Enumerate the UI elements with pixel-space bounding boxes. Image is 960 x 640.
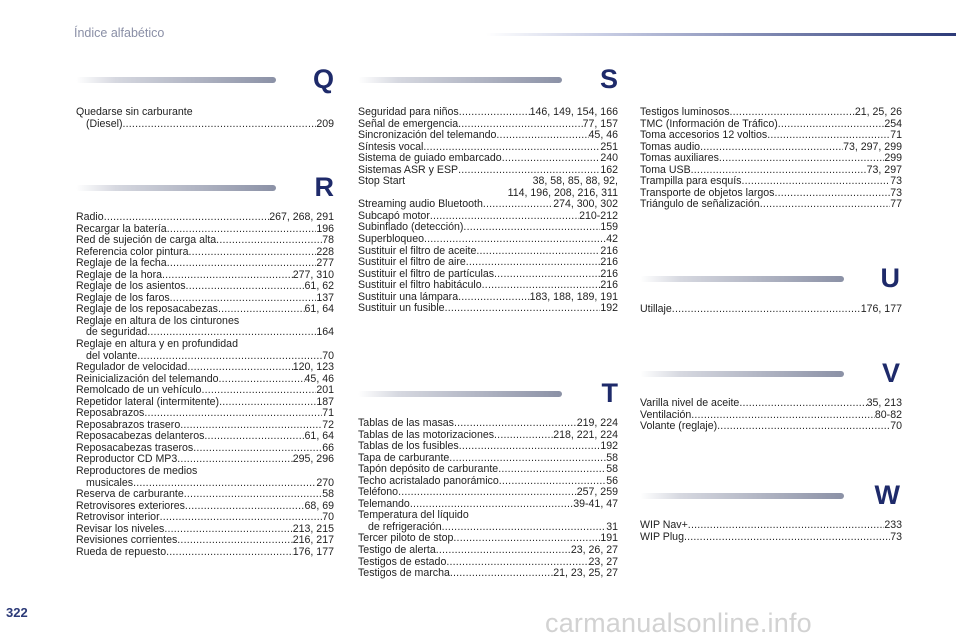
section-letter: T: [601, 378, 618, 408]
entry-pages: 58: [606, 463, 618, 476]
entry-title: Sustituir el filtro de aire: [358, 256, 466, 269]
entry-title: WIP Plug: [640, 530, 684, 543]
entry-title: Reserva de carburante: [76, 488, 184, 501]
entry-title: Stop Start: [358, 175, 406, 188]
entry-title: Tercer piloto de stop: [358, 532, 454, 545]
entry-title: Reglaje de los asientos: [76, 280, 186, 293]
entry-title: Reinicialización del telemando: [76, 372, 219, 385]
entry-pages: 137: [316, 291, 334, 304]
entry-pages: 196: [316, 222, 334, 235]
entry-pages: 120, 123: [292, 361, 334, 374]
leader-dots: [188, 247, 316, 259]
entry-title: Retrovisores exteriores: [76, 499, 185, 512]
entry-title: Tomas audio: [640, 140, 701, 153]
leader-dots: [774, 188, 890, 200]
entry-title: Reproductores de medios: [76, 465, 198, 478]
index-entry: [76, 466, 334, 478]
entry-pages: 58: [322, 488, 334, 501]
section-heading-q: [76, 64, 334, 104]
index-entry: [640, 107, 902, 119]
index-entry: [640, 398, 902, 410]
section-heading-w: [640, 480, 900, 520]
entries-t: [358, 418, 618, 580]
section-heading-s: [358, 64, 618, 104]
entry-pages: 201: [316, 384, 334, 397]
entry-pages: 114, 196, 208, 216, 311: [507, 186, 618, 199]
leader-dots: [187, 362, 292, 374]
entry-pages: 45, 46: [304, 372, 334, 385]
entry-title: Toma accesorios 12 voltios: [640, 129, 768, 142]
entry-pages: 183, 188, 189, 191: [529, 290, 618, 303]
leader-dots: [778, 119, 885, 131]
leader-dots: [436, 545, 571, 557]
section-rule: [358, 77, 562, 83]
section-heading-v: [640, 358, 900, 398]
entry-title: Reglaje en altura y en profundidad: [76, 338, 238, 351]
entry-title: Reproductor CD MP3: [76, 453, 178, 466]
leader-dots: [672, 304, 861, 316]
leader-dots: [767, 130, 890, 142]
section-rule: [640, 493, 844, 499]
entry-pages: 233: [884, 519, 902, 531]
entry-title: Red de sujeción de carga alta: [76, 234, 217, 247]
entry-pages: 71: [322, 407, 334, 420]
leader-dots: [219, 397, 316, 409]
entry-pages: 216: [600, 256, 618, 269]
leader-dots: [424, 234, 606, 246]
leader-dots: [445, 303, 601, 315]
entry-pages: 38, 58, 85, 88, 92,: [532, 175, 618, 188]
entry-pages: 61, 64: [304, 303, 334, 316]
entry-pages: 68, 69: [304, 499, 334, 512]
entry-title: Radio: [76, 211, 104, 223]
entry-pages: 146, 149, 154, 166: [529, 106, 618, 118]
leader-dots: [450, 568, 553, 580]
section-rule: [76, 185, 276, 191]
entry-title: de seguridad: [86, 326, 148, 339]
section-letter: U: [880, 263, 900, 293]
leader-dots: [458, 292, 530, 304]
index-entry: [358, 234, 618, 246]
entry-title: Reglaje de la hora: [76, 268, 162, 281]
leader-dots: [164, 524, 292, 536]
entry-title: Testigo de alerta: [358, 544, 436, 557]
section-letter: V: [881, 358, 900, 388]
header-rule: [486, 33, 956, 36]
entry-title: Sincronización del telemando: [358, 129, 497, 142]
index-entry: [76, 119, 334, 131]
section-letter: S: [599, 64, 618, 94]
index-entry: [76, 547, 334, 559]
entry-title: Regulador de velocidad: [76, 361, 188, 374]
leader-dots: [691, 410, 875, 422]
entry-title: Seguridad para niños: [358, 106, 459, 118]
entry-pages: 77, 157: [582, 117, 618, 130]
entry-title: Tapón depósito de carburante: [358, 463, 499, 476]
entry-pages: 299: [884, 152, 902, 165]
entries-u: [640, 304, 902, 316]
leader-dots: [496, 130, 588, 142]
entry-title: Ventilación: [640, 408, 692, 421]
entry-title: (Diesel): [86, 117, 123, 130]
entry-pages: 73, 297: [866, 163, 902, 176]
leader-dots: [719, 153, 884, 165]
entry-pages: 23, 26, 27: [570, 544, 618, 557]
section-heading-t: [358, 378, 618, 418]
entry-title: Streaming audio Bluetooth: [358, 198, 483, 211]
entry-title: Reposabrazos trasero: [76, 418, 181, 431]
entry-title: Tablas de las masas: [358, 417, 454, 429]
entry-pages: 274, 300, 302: [553, 198, 618, 211]
entry-title: TMC (Información de Tráfico): [640, 117, 778, 130]
index-entry: [358, 257, 618, 269]
entry-pages: 240: [600, 152, 618, 165]
entry-pages: 78: [322, 234, 334, 247]
entry-pages: 70: [890, 420, 902, 433]
entry-pages: 45, 46: [588, 129, 618, 142]
entry-title: Sustituir una lámpara: [358, 290, 459, 303]
index-entry: [358, 107, 618, 119]
entry-pages: 251: [600, 140, 618, 153]
index-entry: [76, 212, 334, 224]
index-entry: [358, 568, 618, 580]
entry-title: WIP Nav+: [640, 519, 688, 531]
entry-title: Sustituir un fusible: [358, 302, 445, 315]
entry-pages: 216, 217: [292, 534, 334, 547]
leader-dots: [398, 487, 577, 499]
entries-q: [76, 107, 334, 130]
entry-title: Sistemas ASR y ESP: [358, 163, 459, 176]
index-entry: [76, 489, 334, 501]
entry-pages: 219, 224: [576, 417, 618, 429]
index-entry: [76, 107, 334, 119]
leader-dots: [463, 222, 600, 234]
entry-pages: 72: [322, 418, 334, 431]
entry-title: Reglaje de la fecha: [76, 257, 167, 270]
entry-pages: 192: [600, 302, 618, 315]
index-entry: [640, 199, 902, 211]
entry-pages: 192: [600, 440, 618, 453]
entry-pages: 218, 221, 224: [553, 428, 618, 441]
entry-pages: 213, 215: [292, 522, 334, 535]
entry-pages: 209: [316, 117, 334, 130]
entry-pages: 73: [890, 175, 902, 188]
entry-pages: 70: [322, 511, 334, 524]
leader-dots: [730, 107, 855, 119]
entry-title: Reglaje de los faros: [76, 291, 170, 304]
index-entry: [76, 258, 334, 270]
entries-v: [640, 398, 902, 433]
entry-pages: 21, 25, 26: [854, 106, 902, 118]
leader-dots: [684, 532, 890, 544]
leader-dots: [184, 489, 322, 501]
section-letter: Q: [312, 64, 334, 94]
entry-title: Toma USB: [640, 163, 691, 176]
entry-pages: 162: [600, 163, 618, 176]
entry-title: Tomas auxiliares: [640, 152, 719, 165]
entry-title: Techo acristalado panorámico: [358, 474, 499, 487]
leader-dots: [186, 281, 305, 293]
entry-title: Sustituir el filtro de aceite: [358, 244, 477, 257]
entry-pages: 270: [316, 476, 334, 489]
entry-pages: 23, 27: [588, 555, 618, 568]
entry-title: Varilla nivel de aceite: [640, 397, 740, 409]
entry-title: Reposacabezas delanteros: [76, 430, 205, 443]
leader-dots: [739, 398, 866, 410]
entry-pages: 216: [600, 244, 618, 257]
index-entry: [358, 545, 618, 557]
entry-pages: 159: [600, 221, 618, 234]
leader-dots: [476, 246, 600, 258]
entry-pages: 21, 23, 25, 27: [553, 567, 618, 580]
index-entry: [76, 362, 334, 374]
leader-dots: [700, 142, 843, 154]
entry-pages: 61, 62: [304, 280, 334, 293]
entry-pages: 216: [600, 267, 618, 280]
index-entry: [640, 304, 902, 316]
entry-pages: 295, 296: [292, 453, 334, 466]
entry-pages: 77: [890, 198, 902, 211]
entry-pages: 39-41, 47: [573, 497, 618, 510]
section-rule: [640, 371, 844, 377]
index-entry: [358, 464, 618, 476]
entry-pages: 277, 310: [292, 268, 334, 281]
entry-title: Tablas de las motorizaciones: [358, 428, 495, 441]
index-entry: [640, 532, 902, 544]
entry-title: Trampilla para esquís: [640, 175, 742, 188]
entry-pages: 277: [316, 257, 334, 270]
index-entry: [640, 520, 902, 532]
entry-pages: 73: [890, 530, 902, 543]
entry-pages: 56: [606, 474, 618, 487]
entry-title: Remolcado de un vehículo: [76, 384, 202, 397]
entry-pages: 210-212: [579, 209, 618, 222]
index-entry: [76, 235, 334, 247]
index-entry: [640, 130, 902, 142]
entries-s: [358, 107, 618, 315]
leader-dots: [466, 257, 601, 269]
entry-title: Testigos de marcha: [358, 567, 450, 580]
entry-pages: 257, 259: [576, 486, 618, 499]
entry-title: Sistema de guiado embarcado: [358, 152, 502, 165]
entry-title: Rueda de repuesto: [76, 545, 167, 558]
entries-t-continued: [640, 107, 902, 211]
section-heading-r: [76, 172, 334, 212]
entry-pages: 176, 177: [860, 303, 902, 315]
leader-dots: [104, 212, 270, 224]
section-rule: [640, 276, 844, 282]
leader-dots: [717, 421, 890, 433]
leader-dots: [494, 430, 553, 442]
entry-title: Retrovisor interior: [76, 511, 160, 524]
leader-dots: [442, 522, 607, 534]
entry-pages: 254: [884, 117, 902, 130]
section-rule: [76, 77, 276, 83]
entry-title: Repetidor lateral (intermitente): [76, 395, 220, 408]
leader-dots: [204, 431, 304, 443]
index-entry: [76, 339, 334, 351]
entry-pages: 216: [600, 279, 618, 292]
entry-title: Volante (reglaje): [640, 420, 718, 433]
entry-pages: 187: [316, 395, 334, 408]
page-number: 322: [6, 605, 28, 620]
entries-r: [76, 212, 334, 558]
section-heading-u: [640, 263, 900, 303]
entry-title: Tablas de los fusibles: [358, 440, 459, 453]
entry-title: Subcapó motor: [358, 209, 430, 222]
entry-title: Telemando: [358, 497, 410, 510]
entry-title: del volante: [86, 349, 138, 362]
index-entry: [640, 421, 902, 433]
entry-title: Revisiones corrientes: [76, 534, 178, 547]
leader-dots: [483, 199, 553, 211]
entry-title: Síntesis vocal: [358, 140, 424, 153]
header-title: Índice alfabético: [74, 26, 165, 40]
entry-pages: 71: [890, 129, 902, 142]
entry-pages: 176, 177: [292, 545, 334, 558]
section-letter: R: [314, 172, 334, 202]
entry-pages: 80-82: [874, 408, 902, 421]
leader-dots: [459, 107, 530, 119]
section-letter: W: [874, 480, 900, 510]
leader-dots: [177, 535, 292, 547]
leader-dots: [494, 269, 600, 281]
entry-title: Quedarse sin carburante: [76, 106, 193, 118]
entry-title: Revisar los niveles: [76, 522, 165, 535]
leader-dots: [166, 547, 293, 559]
entry-title: Reglaje en altura de los cinturones: [76, 314, 240, 327]
entry-pages: 42: [606, 233, 618, 246]
index-entry: [358, 130, 618, 142]
entry-pages: 61, 64: [304, 430, 334, 443]
entry-pages: 228: [316, 245, 334, 258]
section-rule: [358, 391, 562, 397]
entry-pages: 164: [316, 326, 334, 339]
index-entry: [358, 441, 618, 453]
leader-dots: [459, 441, 601, 453]
entries-w: [640, 520, 902, 543]
entry-title: Sustituir el filtro de partículas: [358, 267, 495, 280]
entry-title: Testigos luminosos: [640, 106, 730, 118]
entry-pages: 191: [600, 532, 618, 545]
entry-title: Superbloqueo: [358, 233, 424, 246]
entry-title: Teléfono: [358, 486, 399, 499]
entry-title: Utillaje: [640, 303, 672, 315]
entry-pages: 73, 297, 299: [843, 140, 902, 153]
entry-pages: 66: [322, 441, 334, 454]
leader-dots: [760, 199, 890, 211]
leader-dots: [219, 374, 305, 386]
leader-dots: [185, 501, 305, 513]
entry-pages: 35, 213: [866, 397, 902, 409]
entry-pages: 73: [890, 186, 902, 199]
entry-title: Sustituir el filtro habitáculo: [358, 279, 482, 292]
entry-pages: 267, 268, 291: [269, 211, 334, 223]
leader-dots: [216, 235, 322, 247]
index-entry: [640, 153, 902, 165]
leader-dots: [498, 464, 606, 476]
entry-title: Testigos de estado: [358, 555, 447, 568]
entry-title: Subinflado (detección): [358, 221, 464, 234]
index-entry: [358, 418, 618, 430]
entry-title: Reposacabezas traseros: [76, 441, 194, 454]
entry-title: Referencia color pintura: [76, 245, 189, 258]
entry-title: Recargar la batería: [76, 222, 167, 235]
leader-dots: [167, 258, 317, 270]
leader-dots: [688, 520, 885, 532]
leader-dots: [502, 153, 601, 165]
entry-title: Reposabrazos: [76, 407, 145, 420]
entry-title: de refrigeración: [368, 520, 442, 533]
watermark: carmanualsonline.info: [545, 608, 812, 638]
entry-title: Tapa de carburante: [358, 451, 450, 464]
leader-dots: [454, 418, 577, 430]
entry-pages: 31: [606, 520, 618, 533]
index-entry: [358, 303, 618, 315]
entry-title: Señal de emergencia: [358, 117, 459, 130]
leader-dots: [123, 119, 317, 131]
index-entry: [358, 153, 618, 165]
entry-title: Transporte de objetos largos: [640, 186, 775, 199]
entry-title: musicales: [86, 476, 134, 489]
entry-pages: 58: [606, 451, 618, 464]
entry-pages: 70: [322, 349, 334, 362]
entry-title: Temperatura del líquido: [358, 509, 469, 522]
entry-title: Reglaje de los reposacabezas: [76, 303, 218, 316]
entry-title: Triángulo de señalización: [640, 198, 760, 211]
